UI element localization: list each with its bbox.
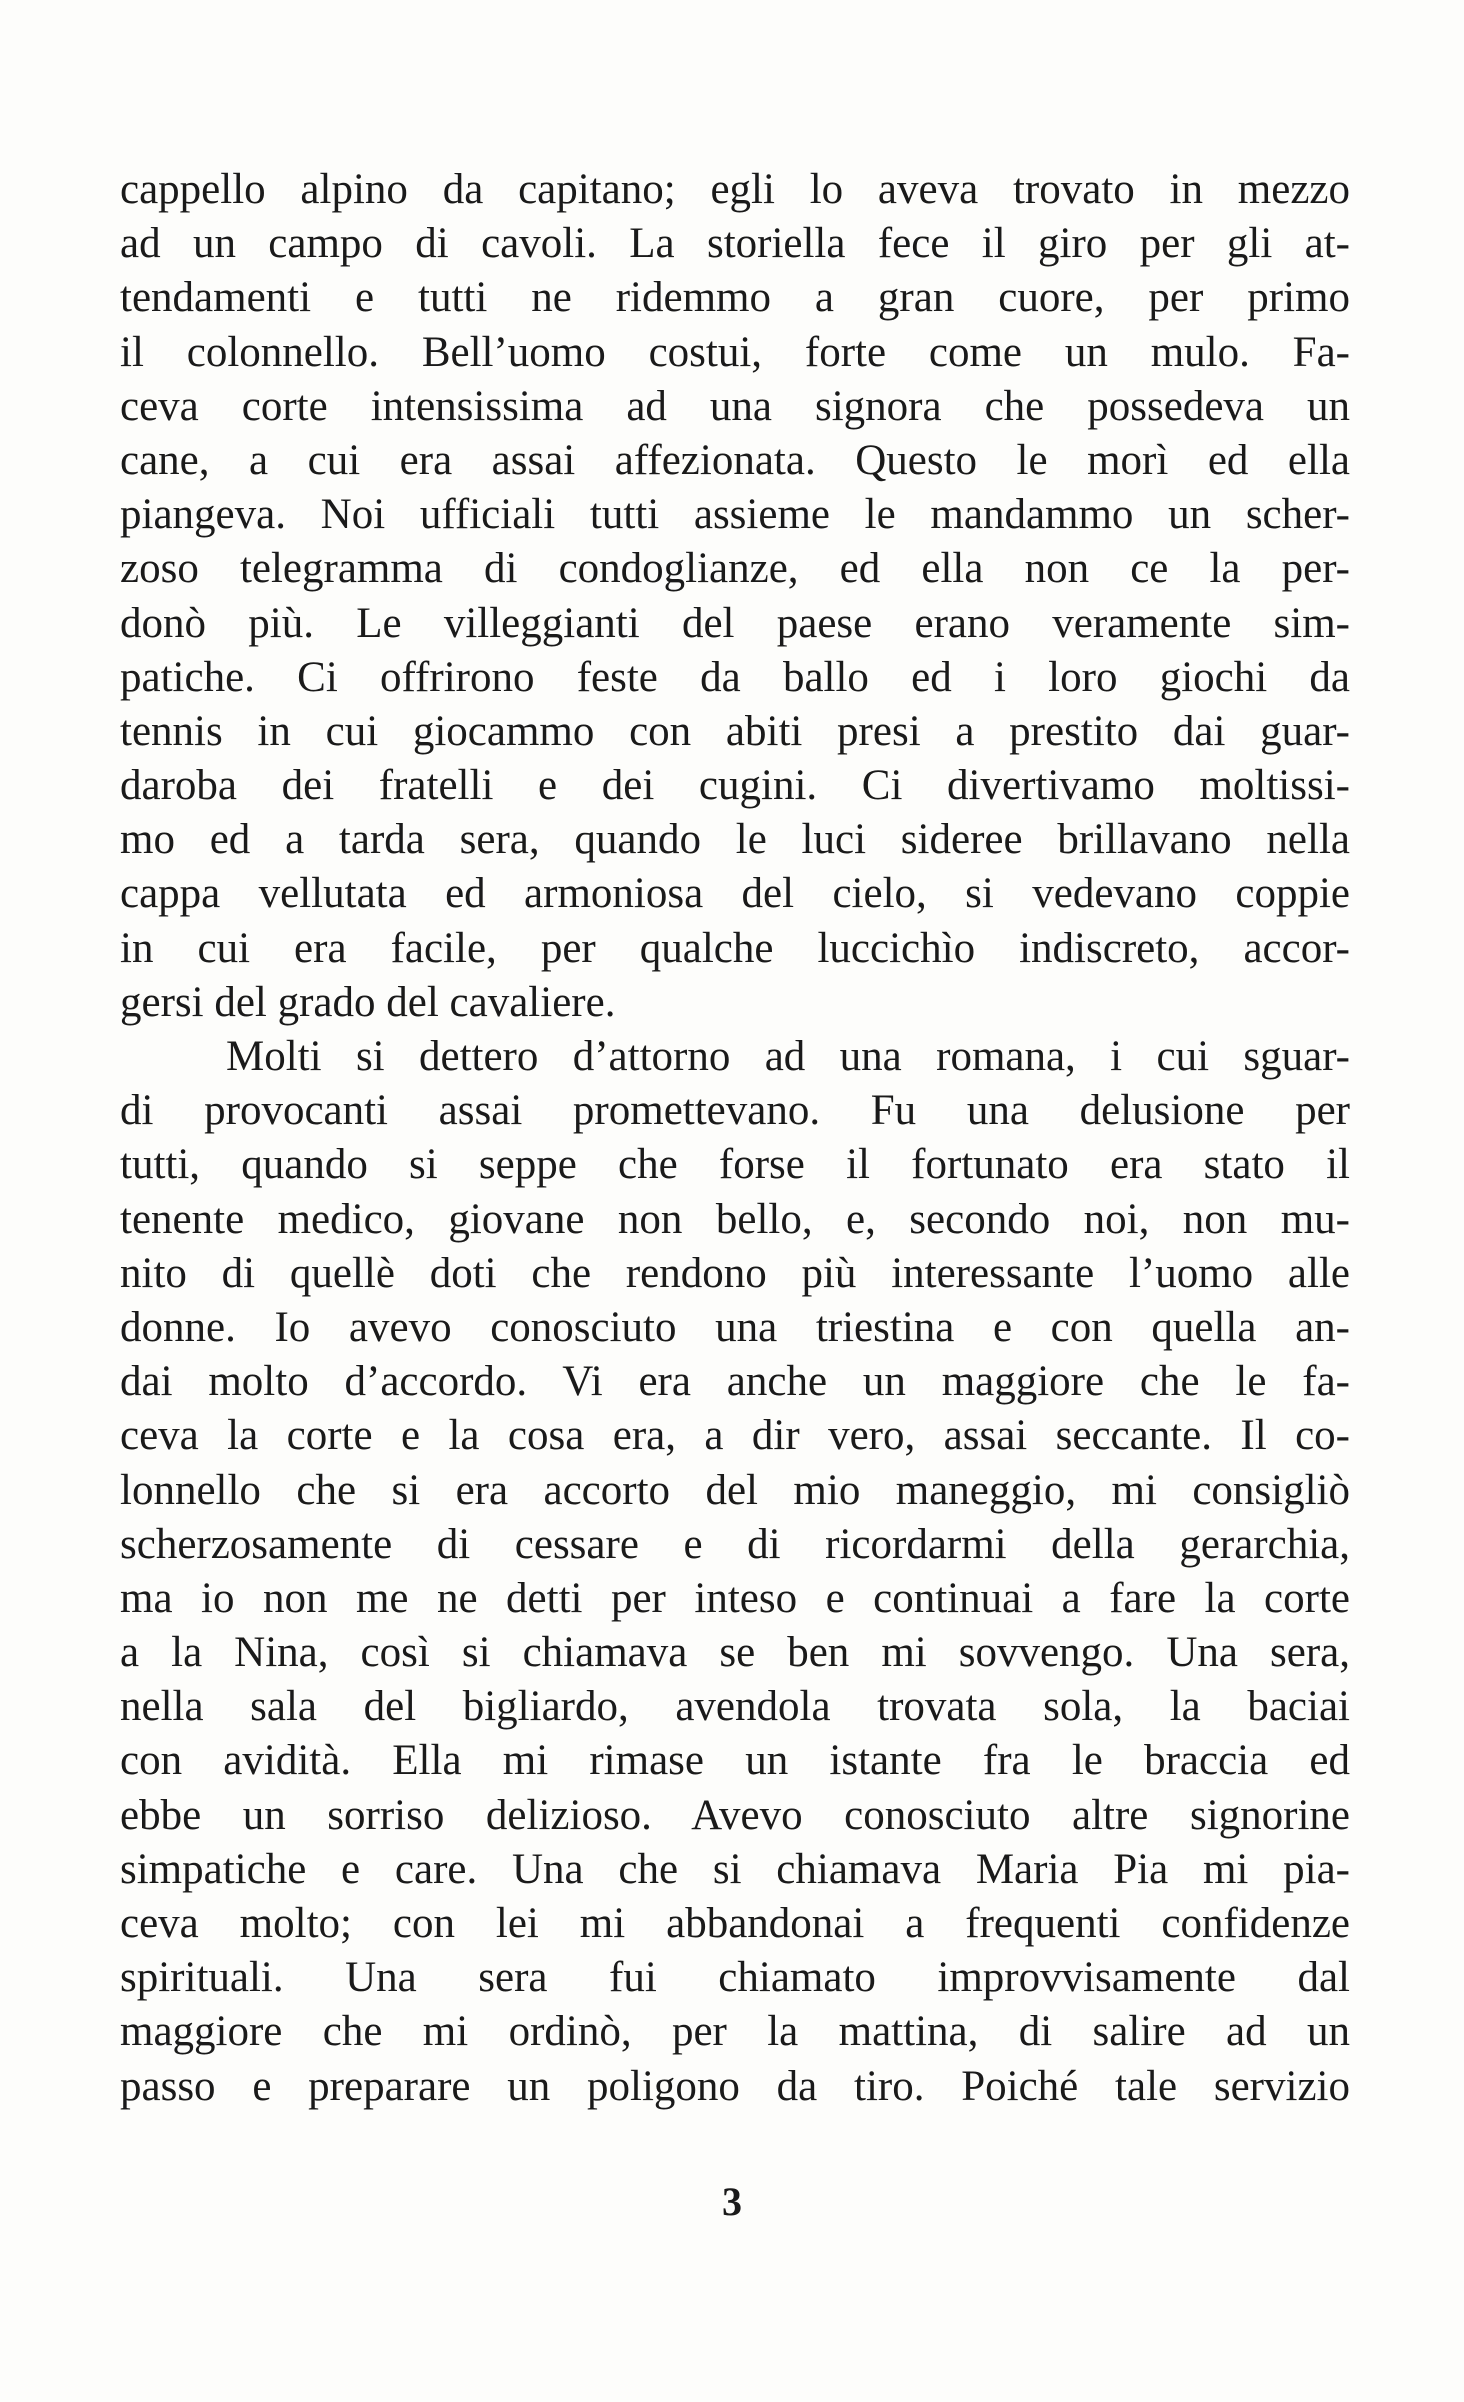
text-line: tenente medico, giovane non bello, e, secondo noi, non mu- — [120, 1195, 1350, 1243]
text-line: in cui era facile, per qualche luccichìo indiscreto, accor- — [120, 924, 1350, 972]
text-line: ceva corte intensissima ad una signora che possedeva un — [120, 382, 1350, 430]
text-line: passo e preparare un poligono da tiro. Poiché tale servizio — [120, 2062, 1350, 2110]
text-line: scherzosamente di cessare e di ricordarmi della gerarchia, — [120, 1520, 1350, 1568]
text-line: ceva la corte e la cosa era, a dir vero, assai seccante. Il co- — [120, 1412, 1350, 1460]
paragraph-start-line: Molti si dettero d’attorno ad una romana, i cui sguar- — [226, 1033, 1350, 1080]
text-line: zoso telegramma di condoglianze, ed ella non ce la per- — [120, 545, 1350, 593]
text-line: cane, a cui era assai affezionata. Questo le morì ed ella — [120, 436, 1350, 484]
text-line: mo ed a tarda sera, quando le luci sideree brillavano nella — [120, 816, 1350, 864]
text-line: tutti, quando si seppe che forse il fortunato era stato il — [120, 1141, 1350, 1189]
text-line: tendamenti e tutti ne ridemmo a gran cuore, per primo — [120, 274, 1350, 322]
text-line: maggiore che mi ordinò, per la mattina, di salire ad un — [120, 2008, 1350, 2056]
text-line: daroba dei fratelli e dei cugini. Ci divertivamo moltissi- — [120, 762, 1350, 810]
text-line: ebbe un sorriso delizioso. Avevo conosciuto altre signorine — [120, 1791, 1350, 1839]
paragraph-end-line: gersi del grado del cavaliere. — [120, 978, 616, 1026]
text-line: con avidità. Ella mi rimase un istante fra le braccia ed — [120, 1737, 1350, 1785]
page-body-text — [120, 163, 1350, 2114]
text-line: cappello alpino da capitano; egli lo aveva trovato in mezzo — [120, 166, 1350, 213]
text-line: spirituali. Una sera fui chiamato improvvisamente dal — [120, 1954, 1350, 2002]
page-number: 3 — [722, 2179, 742, 2224]
text-line: ma io non me ne detti per inteso e continuai a fare la corte — [120, 1574, 1350, 1622]
text-line: tennis in cui giocammo con abiti presi a prestito dai guar- — [120, 707, 1350, 755]
text-line: donò più. Le villeggianti del paese erano veramente sim- — [120, 599, 1350, 647]
text-line: ad un campo di cavoli. La storiella fece il giro per gli at- — [120, 220, 1350, 268]
text-line: dai molto d’accordo. Vi era anche un maggiore che le fa- — [120, 1358, 1350, 1406]
text-line: cappa vellutata ed armoniosa del cielo, si vedevano coppie — [120, 870, 1350, 918]
text-line: nella sala del bigliardo, avendola trovata sola, la baciai — [120, 1683, 1350, 1731]
text-line: donne. Io avevo conosciuto una triestina e con quella an- — [120, 1303, 1350, 1351]
text-line: piangeva. Noi ufficiali tutti assieme le mandammo un scher- — [120, 491, 1350, 539]
text-line: di provocanti assai promettevano. Fu una delusione per — [120, 1087, 1350, 1135]
text-line: ceva molto; con lei mi abbandonai a frequenti confidenze — [120, 1900, 1350, 1947]
text-line: patiche. Ci offrirono feste da ballo ed i loro giochi da — [120, 653, 1350, 701]
text-line: il colonnello. Bell’uomo costui, forte come un mulo. Fa- — [120, 328, 1350, 376]
text-line: a la Nina, così si chiamava se ben mi sovvengo. Una sera, — [120, 1629, 1350, 1677]
text-line: simpatiche e care. Una che si chiamava Maria Pia mi pia- — [120, 1845, 1350, 1893]
text-line: lonnello che si era accorto del mio maneggio, mi consigliò — [120, 1466, 1350, 1514]
text-line: nito di quellè doti che rendono più interessante l’uomo alle — [120, 1249, 1350, 1297]
